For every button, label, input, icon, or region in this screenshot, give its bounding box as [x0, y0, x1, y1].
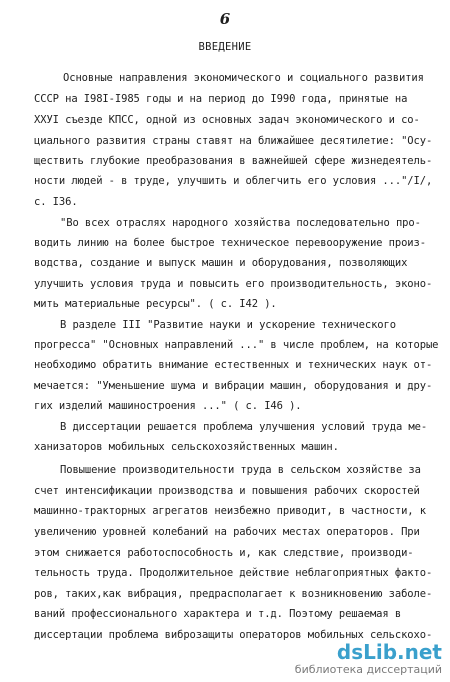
- text-line: водства, создание и выпуск машин и оборудования, позволяющих: [34, 257, 408, 269]
- page-number: 6: [219, 10, 231, 28]
- text-line: этом снижается работоспособность и, как следствие, производи-: [34, 547, 414, 559]
- text-line: тельность труда. Продолжительное действие неблагоприятных факто-: [34, 567, 433, 579]
- text-line: В разделе III "Развитие науки и ускорение технического: [60, 319, 396, 331]
- text-line: счет интенсификации производства и повышения рабочих скоростей: [34, 485, 420, 497]
- text-line: прогресса" "Основных направлений ..." в числе проблем, на которые: [34, 339, 439, 351]
- text-line: улучшить условия труда и повысить его производительность, эконо-: [34, 278, 433, 290]
- watermark-logo: dsLib.net: [336, 640, 442, 664]
- text-line: "Во всех отраслях народного хозяйства последовательно про-: [60, 217, 421, 229]
- text-line: ХХУI съезде КПСС, одной из основных задач экономического и со-: [34, 114, 420, 126]
- text-line: мечается: "Уменьшение шума и вибрации машин, оборудования и дру-: [34, 380, 433, 392]
- watermark: [295, 641, 442, 676]
- text-line: Основные направления экономического и социального развития: [63, 72, 424, 84]
- text-line: ности людей - в труде, улучшить и облегчить его условия ..."/I/,: [34, 175, 433, 187]
- text-line: Повышение производительности труда в сельском хозяйстве за: [60, 464, 421, 476]
- text-line: циального развития страны ставят на ближайшее десятилетие: "Осу-: [34, 135, 433, 147]
- text-line: СССР на I98I-I985 годы и на период до I990 года, принятые на: [34, 93, 408, 105]
- text-line: водить линию на более быстрое техническое перевооружение произ-: [34, 237, 426, 249]
- text-line: необходимо обратить внимание естественных и технических наук от-: [34, 359, 433, 371]
- text-line: гих изделий машиностроения ..." ( с. I46 ).: [34, 400, 302, 412]
- text-line: машинно-тракторных агрегатов неизбежно приводит, в частности, к: [34, 505, 426, 517]
- text-line: увеличению уровней колебаний на рабочих местах операторов. При: [34, 526, 420, 538]
- text-line: с. I36.: [34, 196, 78, 208]
- text-line: диссертации проблема виброзащиты операторов мобильных сельскохо-: [34, 629, 433, 641]
- text-line: В диссертации решается проблема улучшения условий труда ме-: [60, 421, 428, 433]
- section-heading: ВВЕДЕНИЕ: [198, 41, 252, 53]
- text-line: ров, таких,как вибрация, предрасполагает к возникновению заболе-: [34, 588, 433, 600]
- watermark-tagline: библиотека диссертаций: [294, 663, 442, 676]
- text-line: мить материальные ресурсы". ( с. I42 ).: [34, 298, 277, 310]
- text-line: ваний профессионального характера и т.д. Поэтому решаемая в: [34, 608, 402, 620]
- text-line: ханизаторов мобильных сельскохозяйственных машин.: [34, 441, 339, 453]
- text-line: ществить глубокие преобразования в важнейшей сфере жизнедеятель-: [34, 155, 433, 167]
